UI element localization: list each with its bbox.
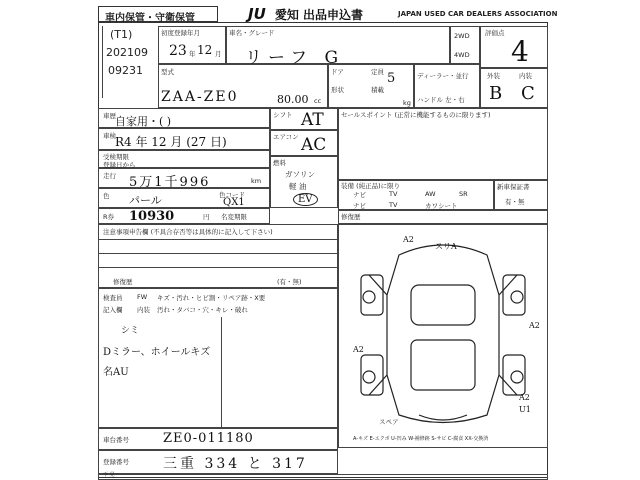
notes-label: 注意事項申告欄 (不具合存否等は具体的に記入して下さい) bbox=[103, 228, 273, 236]
capacity-label: 定員 bbox=[371, 68, 384, 76]
ju-logo bbox=[248, 4, 363, 23]
sales-point-label: セールスポイント (正常に機能するものに限ります) bbox=[341, 111, 491, 119]
repair-hist-label: 修復歴 bbox=[341, 213, 361, 221]
shift-label: シフト bbox=[273, 111, 293, 119]
interior-label: 内装 bbox=[519, 72, 532, 80]
notes-line-2 bbox=[99, 253, 339, 254]
plate-label: 登録番号 bbox=[103, 458, 129, 466]
equip-item-0: ナビ bbox=[353, 191, 366, 199]
recycle-unit: 円 bbox=[203, 213, 210, 221]
handle-label: ハンドル 左・右 bbox=[417, 96, 465, 104]
record-label: 記入欄 bbox=[103, 306, 123, 314]
chassis-cell bbox=[98, 428, 338, 450]
new-warranty-cell bbox=[494, 180, 548, 210]
inspector-label: 検査員 bbox=[103, 294, 123, 302]
new-warranty-label: 新車保証書 bbox=[497, 183, 530, 191]
first-reg-year-unit: 年 bbox=[189, 50, 196, 58]
plate-value: 三重 334 と 317 bbox=[163, 456, 308, 472]
model-cell bbox=[226, 26, 450, 68]
drive-cell bbox=[450, 26, 480, 64]
mark-u1: U1 bbox=[519, 405, 531, 414]
aircon-label: エアコン bbox=[273, 133, 299, 141]
color-code-value: QX1 bbox=[223, 197, 245, 208]
recycle-cell bbox=[98, 208, 270, 224]
shaken-value: R4 年 12 月 (27 日) bbox=[115, 135, 227, 149]
color-value: パール bbox=[129, 194, 162, 207]
receipt-cell bbox=[98, 150, 270, 168]
equip-item-4: ナビ bbox=[353, 202, 366, 210]
recycle-value: 10930 bbox=[129, 209, 175, 224]
inspector-fw-text: キズ・汚れ・ヒビ割・リペア跡・X要 bbox=[157, 294, 266, 302]
aircon-cell bbox=[270, 130, 338, 156]
notes-line-3 bbox=[99, 267, 339, 268]
assoc-name: JAPAN USED CAR DEALERS ASSOCIATION bbox=[398, 10, 558, 18]
car-diagram bbox=[339, 225, 547, 447]
mark-spare: スペア bbox=[379, 418, 399, 426]
use-cell bbox=[98, 108, 270, 128]
type-value: ZAA-ZE0 bbox=[161, 89, 239, 105]
interior-grade: C bbox=[521, 83, 535, 104]
logo-text: 愛知 出品申込書 bbox=[274, 8, 364, 22]
score-value: 4 bbox=[511, 35, 529, 68]
receipt-label: 受検期限 bbox=[103, 153, 129, 161]
mark-a2-top-left: A2 bbox=[403, 235, 414, 244]
color-label: 色 bbox=[103, 192, 110, 200]
aircon-value: AC bbox=[301, 135, 327, 155]
stamp-lot: 09231 bbox=[108, 64, 143, 77]
logo-mark: JU bbox=[248, 5, 266, 23]
type-label: 型式 bbox=[161, 68, 174, 76]
ext-int-cell bbox=[480, 68, 548, 108]
transfer-label: 名変期限 bbox=[221, 213, 247, 221]
stamp-tag: (T1) bbox=[110, 28, 133, 41]
shape-label: 形状 bbox=[331, 86, 344, 94]
plate-cell bbox=[98, 450, 338, 474]
model-value: リーフ G bbox=[245, 48, 345, 68]
first-reg-month-unit: 月 bbox=[215, 50, 222, 58]
load-label: 積載 bbox=[371, 86, 384, 94]
fuel-ev: EV bbox=[293, 193, 318, 206]
diagram-legend: A-キズ E-エクボ U-凹み W-補修跡 S-サビ C-腐食 XX-交換済 bbox=[353, 436, 489, 442]
recycle-label: R券 bbox=[103, 213, 115, 221]
mileage-value: 5万1千996 bbox=[129, 175, 211, 190]
left-stamp bbox=[100, 24, 158, 94]
exterior-grade: B bbox=[489, 83, 503, 104]
fuel-label: 燃料 bbox=[273, 159, 286, 167]
inspector-line-2: 名AU bbox=[103, 367, 129, 378]
fuel-gasoline: ガソリン bbox=[285, 170, 315, 179]
stamp-divider bbox=[102, 26, 103, 98]
mileage-cell bbox=[98, 168, 270, 188]
doors-cell bbox=[328, 64, 414, 108]
shaken-label: 車検 bbox=[103, 132, 116, 140]
footer-cell bbox=[98, 474, 548, 480]
fuel-cell bbox=[270, 156, 338, 208]
equip-item-6: カワシート bbox=[425, 202, 458, 210]
score-label: 評価点 bbox=[485, 29, 505, 37]
footer-label: 下 見 bbox=[103, 472, 115, 478]
mark-a2-rear: A2 bbox=[519, 393, 530, 402]
exterior-label: 外装 bbox=[487, 72, 500, 80]
storage-box bbox=[98, 6, 218, 22]
first-reg-cell bbox=[158, 26, 226, 64]
doors-label: ドア bbox=[331, 68, 344, 76]
score-cell bbox=[480, 26, 548, 68]
inspector-fw: FW bbox=[137, 293, 148, 301]
sales-point-cell bbox=[338, 108, 548, 180]
shift-cell bbox=[270, 108, 338, 130]
equipment-cell bbox=[338, 180, 494, 210]
dealer-cell bbox=[414, 64, 480, 108]
receipt-sub: 登録日から bbox=[103, 161, 136, 169]
cc-unit: cc bbox=[314, 97, 322, 105]
cc-value: 80.00 bbox=[277, 93, 309, 106]
inspector-interior: 内装 bbox=[137, 306, 150, 314]
first-reg-month: 12 bbox=[197, 43, 213, 57]
equip-item-5: TV bbox=[389, 201, 398, 209]
new-warranty-value: 有・無 bbox=[505, 198, 525, 206]
use-value: 自家用・( ) bbox=[115, 115, 172, 128]
stamp-date: 202109 bbox=[106, 46, 148, 59]
equip-item-3: SR bbox=[459, 190, 468, 198]
mileage-unit: km bbox=[251, 177, 262, 185]
drive-4wd: 4WD bbox=[454, 51, 470, 59]
shift-value: AT bbox=[301, 110, 324, 130]
capacity-value: 5 bbox=[387, 71, 396, 86]
notes-repair-value: (有・無) bbox=[277, 278, 302, 286]
chassis-label: 車台番号 bbox=[103, 436, 129, 444]
inspector-shimi: シミ bbox=[121, 326, 140, 336]
drive-2wd: 2WD bbox=[454, 32, 470, 40]
mileage-label: 走行 bbox=[103, 172, 116, 180]
equipment-label: 装備 (純正品)に限り bbox=[341, 182, 401, 190]
type-cell bbox=[158, 64, 328, 108]
model-label: 車名・グレード bbox=[229, 29, 275, 37]
mark-a2-right: A2 bbox=[529, 321, 540, 330]
repair-hist-cell bbox=[338, 210, 548, 224]
color-cell bbox=[98, 188, 270, 208]
load-unit: kg bbox=[403, 99, 411, 107]
first-reg-label: 初度登録年月 bbox=[161, 29, 200, 37]
fuel-diesel: 軽 油 bbox=[289, 182, 307, 191]
mark-a2-left: A2 bbox=[353, 345, 364, 354]
equip-item-2: AW bbox=[425, 190, 436, 198]
notes-repair-label: 修復歴 bbox=[113, 278, 133, 286]
inspector-cell bbox=[98, 288, 338, 428]
chassis-value: ZE0-011180 bbox=[163, 431, 254, 446]
shaken-cell bbox=[98, 128, 270, 150]
color-code-label: 色コード bbox=[219, 191, 245, 199]
mark-suria: スリA bbox=[435, 242, 457, 251]
inspector-divider bbox=[221, 317, 222, 429]
diagram-cell bbox=[338, 224, 548, 448]
storage-label: 車内保管・守衛保管 bbox=[105, 13, 195, 24]
use-label: 車歴 bbox=[103, 112, 116, 120]
equip-item-1: TV bbox=[389, 190, 398, 198]
first-reg-year: 23 bbox=[169, 43, 187, 59]
inspector-line-1: Dミラー、ホイールキズ bbox=[103, 347, 211, 358]
inspector-interior-text: 汚れ・タバコ・穴・キレ・破れ bbox=[157, 306, 248, 314]
dealer-label: ディーラー・並行 bbox=[417, 72, 469, 80]
notes-line-1 bbox=[99, 239, 339, 240]
notes-cell bbox=[98, 224, 338, 288]
